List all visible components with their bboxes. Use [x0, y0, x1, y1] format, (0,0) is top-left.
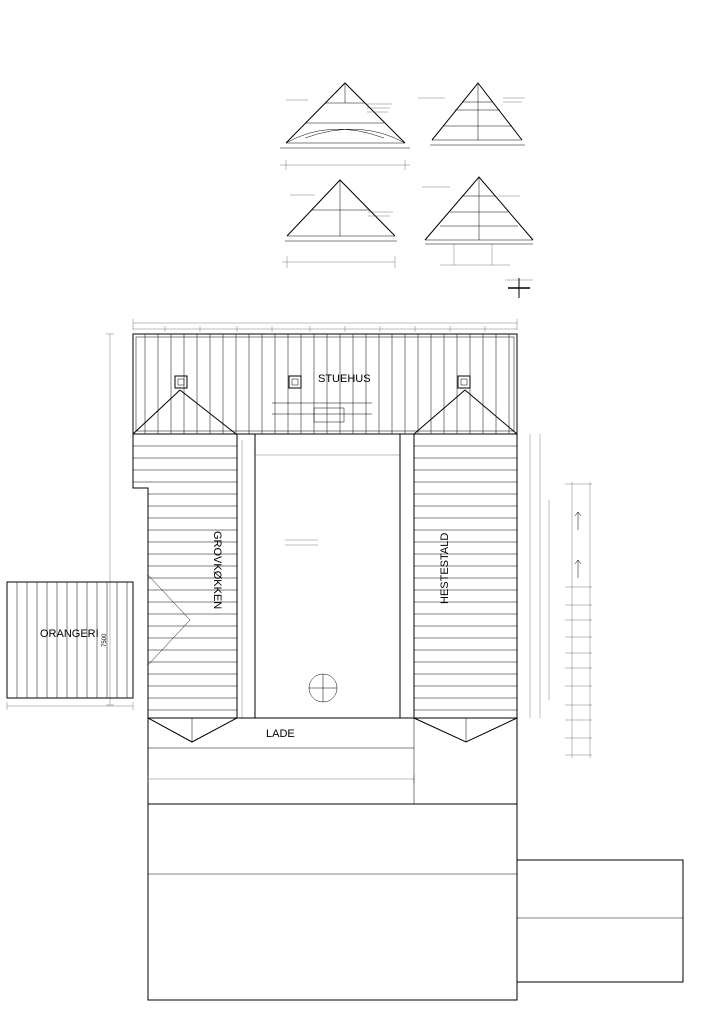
- grovkokken-label: GROVKØKKEN: [211, 531, 223, 610]
- truss-section-3: [282, 180, 397, 268]
- orangeri-roof: [7, 582, 133, 710]
- hestestald-label: HESTESTALD: [439, 532, 451, 604]
- lade-label: LADE: [266, 728, 295, 740]
- truss-section-4: [422, 177, 533, 265]
- orangeri-dimension: 7500: [102, 633, 108, 647]
- side-building: [517, 860, 683, 982]
- courtyard: [255, 455, 400, 702]
- orangeri-label: ORANGERI: [40, 628, 99, 640]
- truss-section-2: [418, 83, 525, 145]
- north-arrow-icon: [309, 674, 337, 702]
- stuehus-label: STUEHUS: [318, 373, 371, 385]
- lade-roof: [148, 718, 517, 804]
- orangeri-rafters: [17, 582, 127, 698]
- hestestald-roof: [400, 434, 549, 742]
- grovkokken-roof: [133, 434, 255, 742]
- truss-section-1: [280, 83, 410, 170]
- right-detail-strip: [565, 482, 592, 758]
- connection-detail: [505, 278, 533, 298]
- top-dimension-line: [133, 319, 517, 332]
- hestestald-purlins: [414, 446, 517, 710]
- lower-building: [148, 804, 517, 1000]
